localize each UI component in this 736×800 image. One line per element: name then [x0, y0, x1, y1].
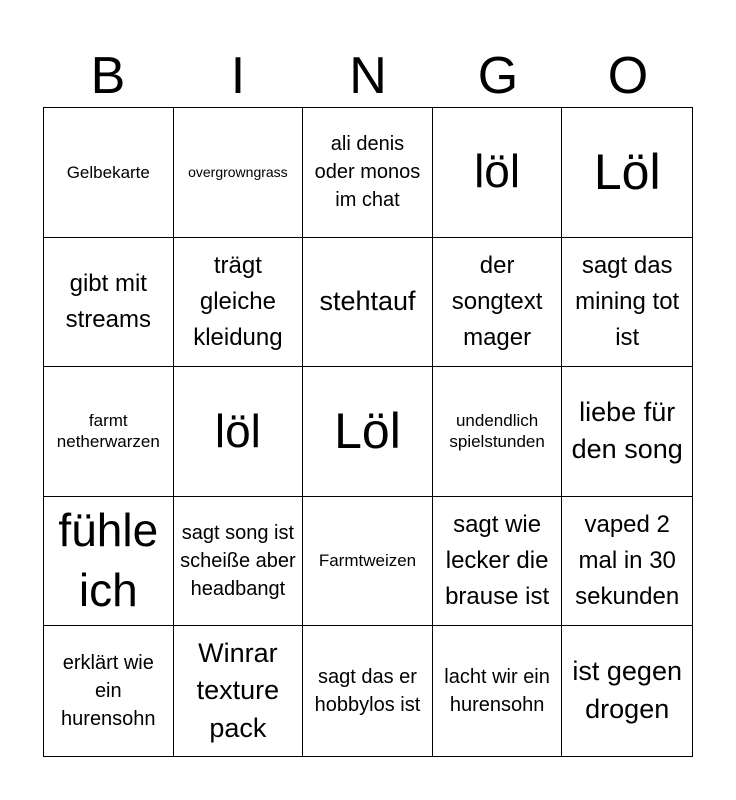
bingo-cell[interactable]: ist gegen drogen [572, 656, 682, 725]
bingo-cell[interactable]: lӧl [433, 108, 563, 238]
bingo-cell[interactable]: sagt wie lecker die brause ist [433, 497, 563, 627]
header-letter-i: I [230, 47, 246, 105]
bingo-cell[interactable]: Lӧl [562, 108, 692, 238]
bingo-cell[interactable]: sagt das er hobbylos ist [303, 626, 433, 756]
bingo-cell[interactable]: erklärt wie ein hurensohn [44, 626, 174, 756]
bingo-cell[interactable]: farmt netherwarzen [44, 367, 174, 497]
bingo-cell[interactable]: undendlich spielstunden [433, 367, 563, 497]
bingo-cell[interactable]: Lӧl [303, 367, 433, 497]
bingo-cell[interactable]: gibt mit streams [44, 238, 174, 368]
bingo-cell[interactable]: stehtauf [303, 238, 433, 368]
bingo-card-grid [43, 107, 693, 757]
bingo-cell[interactable]: lacht wir ein hurensohn [433, 626, 563, 756]
bingo-cell[interactable]: lӧl [174, 367, 304, 497]
bingo-header [43, 48, 693, 104]
bingo-cell[interactable]: Farmtweizen [303, 497, 433, 627]
bingo-cell[interactable]: der songtext mager [433, 238, 563, 368]
bingo-cell[interactable]: Winrar texture pack [174, 626, 304, 756]
bingo-cell[interactable]: sagt song ist scheiße aber headbangt [174, 497, 304, 627]
bingo-cell[interactable]: vaped 2 mal in 30 sekunden [562, 497, 692, 627]
header-letter-b: B [90, 47, 126, 105]
header-letter-o: O [607, 47, 649, 105]
bingo-cell[interactable]: liebe für den song [562, 367, 692, 497]
bingo-cell[interactable]: trägt gleiche kleidung [174, 238, 304, 368]
bingo-cell[interactable]: Gelbekarte [44, 108, 174, 238]
bingo-cell[interactable]: ali denis oder monos im chat [303, 108, 433, 238]
header-letter-n: N [349, 47, 387, 105]
bingo-cell[interactable]: overgrowngrass [174, 108, 304, 238]
header-letter-g: G [477, 47, 519, 105]
bingo-cell[interactable]: sagt das mining tot ist [562, 238, 692, 368]
bingo-cell[interactable]: fühle ich [44, 497, 174, 627]
